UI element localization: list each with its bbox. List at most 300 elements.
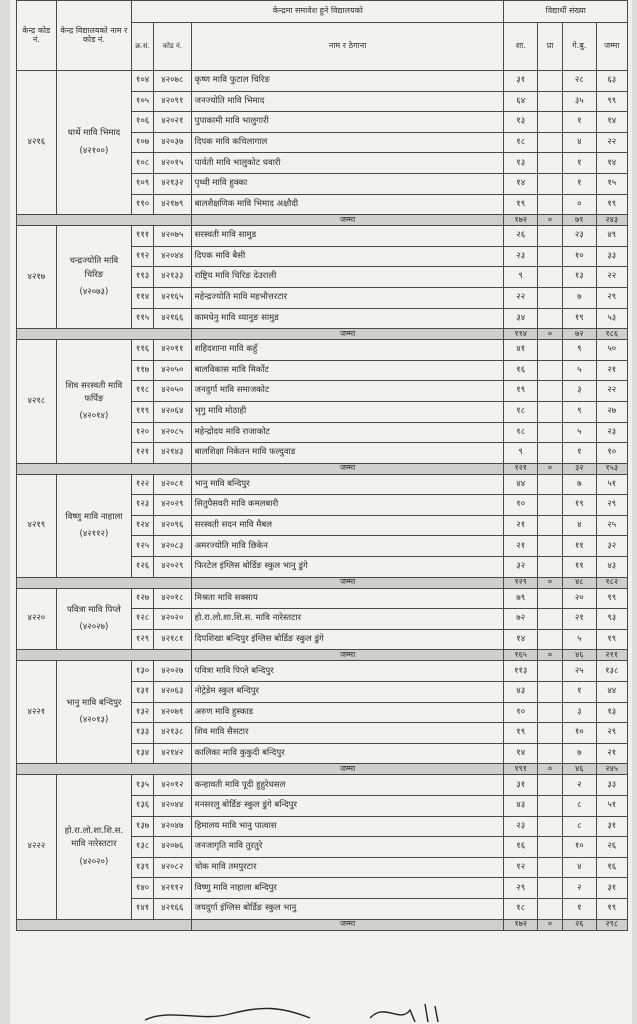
count-geb: १ <box>563 112 596 133</box>
count-pra <box>537 112 562 133</box>
school-code: ४२१६६ <box>154 308 192 329</box>
kendra-school-name: धार्थे मावि भिमाद <box>67 128 121 139</box>
total-row <box>17 329 628 340</box>
school-name: कामधेनु मावि ध्यानुङ सामुड <box>191 308 504 329</box>
kendra-school <box>56 226 131 329</box>
school-name: कन्हावती मावि पूदी हुहुरेधसल <box>191 775 504 796</box>
count-pra <box>537 557 562 578</box>
count-pra <box>537 495 562 516</box>
serial-number: १२८ <box>132 609 154 630</box>
count-total: १४ <box>596 112 627 133</box>
count-pra <box>537 629 562 650</box>
count-total: ५३ <box>596 308 627 329</box>
serial-number: ११७ <box>132 360 154 381</box>
count-pra <box>537 898 562 919</box>
serial-number: ११३ <box>132 267 154 288</box>
kendra-code: ४२२१ <box>17 661 57 764</box>
school-code: ४२०१२ <box>154 775 192 796</box>
total-total: १८६ <box>596 329 627 340</box>
count-total: ३३ <box>596 775 627 796</box>
school-code: ४२०११ <box>154 340 192 361</box>
serial-number: ११४ <box>132 287 154 308</box>
count-geb: ७ <box>563 287 596 308</box>
total-label: जम्मा <box>191 919 504 930</box>
count-geb: ५ <box>563 422 596 443</box>
kendra-school <box>56 661 131 764</box>
count-sh: १८ <box>504 401 537 422</box>
count-total: २९ <box>596 287 627 308</box>
kendra-school-code: (४२०२७) <box>79 622 109 633</box>
count-total: ९९ <box>596 91 627 112</box>
count-geb: १३ <box>563 267 596 288</box>
count-sh: १० <box>504 702 537 723</box>
count-total: ३२ <box>596 536 627 557</box>
school-code: ४२१३२ <box>154 173 192 194</box>
school-code: ४२०९१ <box>154 91 192 112</box>
serial-number: १०४ <box>132 71 154 92</box>
count-total: ६३ <box>596 71 627 92</box>
school-name: महेन्द्रज्योति मावि महभौत्तरटार <box>191 287 504 308</box>
total-row <box>17 919 628 930</box>
serial-number: १२६ <box>132 557 154 578</box>
school-code: ४२१३३ <box>154 267 192 288</box>
serial-number: १२४ <box>132 515 154 536</box>
total-pra: ० <box>537 919 562 930</box>
total-total: २४५ <box>596 764 627 775</box>
count-sh: २६ <box>504 226 537 247</box>
school-code: ४२०३७ <box>154 132 192 153</box>
serial-number: १२१ <box>132 443 154 464</box>
table-row <box>17 775 628 796</box>
total-label: जम्मा <box>191 577 504 588</box>
school-code: ४२०२९ <box>154 557 192 578</box>
total-pra: ० <box>537 650 562 661</box>
count-sh: ९ <box>504 267 537 288</box>
count-sh: २१ <box>504 536 537 557</box>
count-pra <box>537 226 562 247</box>
total-label: जम्मा <box>191 463 504 474</box>
count-total: ४४ <box>596 682 627 703</box>
kendra-school <box>56 340 131 464</box>
kendra-school-code: (४२०२०) <box>79 856 109 867</box>
count-sh: ११३ <box>504 661 537 682</box>
total-row <box>17 577 628 588</box>
school-code: ४२०१५ <box>154 153 192 174</box>
count-pra <box>537 91 562 112</box>
school-code: ४२०४७ <box>154 816 192 837</box>
count-sh: ३२ <box>504 557 537 578</box>
count-pra <box>537 71 562 92</box>
count-sh: ७९ <box>504 588 537 609</box>
header-vidyalaya-name: केन्द्र विद्यालयको नाम र कोड नं. <box>56 1 131 71</box>
school-name: मिश्रता मावि सक्साय <box>191 588 504 609</box>
school-name: भानु मावि बन्दिपुर <box>191 474 504 495</box>
school-name: राष्ट्रिय मावि चिरिङ देउराली <box>191 267 504 288</box>
kendra-code: ४२२० <box>17 588 57 650</box>
school-name: बालशैक्षणिक मावि भिमाद अक्षौदी <box>191 194 504 215</box>
count-pra <box>537 837 562 858</box>
count-geb: १० <box>563 723 596 744</box>
count-sh: ४३ <box>504 796 537 817</box>
header-kr-san: क्र.सं. <box>132 23 154 71</box>
school-name: सरस्वती मावि सामुड <box>191 226 504 247</box>
total-row <box>17 215 628 226</box>
serial-number: १२० <box>132 422 154 443</box>
school-code: ४२१३८ <box>154 723 192 744</box>
count-geb: १ <box>563 173 596 194</box>
count-total: २२ <box>596 381 627 402</box>
count-geb: १९ <box>563 308 596 329</box>
serial-number: १३३ <box>132 723 154 744</box>
header-code-no: कोड नं. <box>154 23 192 71</box>
count-total: २१ <box>596 360 627 381</box>
school-code: ४२०५० <box>154 360 192 381</box>
total-blank <box>17 463 192 474</box>
school-code: ४२१६५ <box>154 287 192 308</box>
count-pra <box>537 308 562 329</box>
school-code: ४२०६३ <box>154 682 192 703</box>
total-blank <box>17 919 192 930</box>
count-total: १५ <box>596 173 627 194</box>
kendra-school-code: (४२०७३) <box>79 286 109 297</box>
header-total: जम्मा <box>596 23 627 71</box>
total-total: २४३ <box>596 215 627 226</box>
total-sh: १७२ <box>504 919 537 930</box>
header-group-title: केन्द्रमा समावेश हुने विद्यालयको <box>132 1 504 23</box>
table-body <box>17 71 628 931</box>
serial-number: १११ <box>132 226 154 247</box>
count-sh: २९ <box>504 878 537 899</box>
count-total: १६ <box>596 857 627 878</box>
count-total: ५० <box>596 340 627 361</box>
school-name: अरुण मावि हुस्काड <box>191 702 504 723</box>
table-row <box>17 474 628 495</box>
school-name: बालशिक्षा निकेतन मावि फल्दुवाड <box>191 443 504 464</box>
kendra-school <box>56 71 131 215</box>
count-sh: १३ <box>504 153 537 174</box>
table-row <box>17 71 628 92</box>
kendra-school-name: पवित्रा मावि पिप्ले <box>66 604 121 615</box>
count-sh: ३४ <box>504 308 537 329</box>
count-sh: १३ <box>504 112 537 133</box>
total-geb: ४८ <box>563 577 596 588</box>
serial-number: १३१ <box>132 682 154 703</box>
count-total: २२ <box>596 267 627 288</box>
count-geb: ० <box>563 194 596 215</box>
count-geb: १ <box>563 682 596 703</box>
serial-number: १२३ <box>132 495 154 516</box>
count-geb: ३ <box>563 702 596 723</box>
school-code: ४२०२९ <box>154 495 192 516</box>
count-geb: ४ <box>563 857 596 878</box>
kendra-school-name: विष्णु मावि नाहाला <box>65 511 123 522</box>
school-name: हिमालय मावि भानु पात्वास <box>191 816 504 837</box>
school-code: ४२०१८ <box>154 588 192 609</box>
count-pra <box>537 340 562 361</box>
school-code: ४२१८१ <box>154 629 192 650</box>
total-geb: ४६ <box>563 650 596 661</box>
total-geb: ३२ <box>563 463 596 474</box>
kendra-school-name: चन्द्रज्योति मावि चिरिङ <box>69 256 119 280</box>
school-name: दिपशिखा बन्दिपुर इंग्लिस बोर्डिङ स्कुल डुंगे <box>191 629 504 650</box>
count-sh: ९ <box>504 443 537 464</box>
count-total: ५१ <box>596 796 627 817</box>
count-pra <box>537 743 562 764</box>
school-name: जनज्योति मावि भिमाद <box>191 91 504 112</box>
kendra-code: ४२१७ <box>17 226 57 329</box>
count-pra <box>537 816 562 837</box>
serial-number: १४० <box>132 878 154 899</box>
serial-number: १०६ <box>132 112 154 133</box>
kendra-school <box>56 474 131 577</box>
serial-number: १३४ <box>132 743 154 764</box>
count-pra <box>537 682 562 703</box>
serial-number: १२२ <box>132 474 154 495</box>
count-geb: १९ <box>563 495 596 516</box>
school-code: ४२१७९ <box>154 194 192 215</box>
serial-number: १३९ <box>132 857 154 878</box>
table-row <box>17 340 628 361</box>
school-code: ४२०७१ <box>154 702 192 723</box>
count-geb: ११ <box>563 536 596 557</box>
count-sh: ४३ <box>504 682 537 703</box>
count-sh: १९ <box>504 723 537 744</box>
school-name: जयदुर्गा इंग्लिस बोर्डिङ स्कुल भानु <box>191 898 504 919</box>
school-name: चोक मावि तमपुरटार <box>191 857 504 878</box>
school-name: जनदुर्गा मावि समाजकोट <box>191 381 504 402</box>
serial-number: १०८ <box>132 153 154 174</box>
count-sh: १० <box>504 495 537 516</box>
count-geb: ८ <box>563 796 596 817</box>
kendra-school-code: (४२११२) <box>79 528 109 539</box>
count-total: १४ <box>596 153 627 174</box>
count-total: २९ <box>596 723 627 744</box>
count-geb: १ <box>563 153 596 174</box>
total-sh: १६५ <box>504 650 537 661</box>
school-name: महेन्द्रोदय मावि राजाकोट <box>191 422 504 443</box>
serial-number: ११६ <box>132 340 154 361</box>
count-sh: २१ <box>504 515 537 536</box>
count-pra <box>537 422 562 443</box>
count-sh: ६४ <box>504 91 537 112</box>
count-total: २२ <box>596 132 627 153</box>
serial-number: ११२ <box>132 246 154 267</box>
serial-number: १४१ <box>132 898 154 919</box>
school-name: सरस्वती सदन मावि मैबल <box>191 515 504 536</box>
total-geb: २६ <box>563 919 596 930</box>
count-sh: ४१ <box>504 340 537 361</box>
count-pra <box>537 173 562 194</box>
count-pra <box>537 661 562 682</box>
serial-number: ११० <box>132 194 154 215</box>
total-label: जम्मा <box>191 764 504 775</box>
school-name: शहिदशाना मावि कहुँ <box>191 340 504 361</box>
serial-number: १३७ <box>132 816 154 837</box>
serial-number: १३५ <box>132 775 154 796</box>
school-code: ४२१४२ <box>154 743 192 764</box>
serial-number: १३८ <box>132 837 154 858</box>
school-code: ४२११२ <box>154 878 192 899</box>
total-label: जम्मा <box>191 650 504 661</box>
total-blank <box>17 329 192 340</box>
count-pra <box>537 194 562 215</box>
count-sh: १४ <box>504 173 537 194</box>
count-total: ५१ <box>596 474 627 495</box>
count-sh: २३ <box>504 246 537 267</box>
count-pra <box>537 287 562 308</box>
school-name: नोट्रेडेम स्कुल बन्दिपुर <box>191 682 504 703</box>
header-name-address: नाम र ठेगाना <box>191 23 504 71</box>
total-geb: ७१ <box>563 215 596 226</box>
count-sh: ३१ <box>504 775 537 796</box>
serial-number: १२५ <box>132 536 154 557</box>
count-geb: २० <box>563 588 596 609</box>
header-student-count: विद्यार्थी संख्या <box>504 1 628 23</box>
total-total: १५३ <box>596 463 627 474</box>
serial-number: १३० <box>132 661 154 682</box>
school-name: जनजागृति मावि तुरतुरे <box>191 837 504 858</box>
count-total: ४९ <box>596 226 627 247</box>
count-geb: ५ <box>563 629 596 650</box>
serial-number: ११५ <box>132 308 154 329</box>
total-geb: ७२ <box>563 329 596 340</box>
count-total: २५ <box>596 515 627 536</box>
count-sh: १४ <box>504 629 537 650</box>
count-geb: ४ <box>563 132 596 153</box>
count-pra <box>537 381 562 402</box>
school-code: ४२०५० <box>154 381 192 402</box>
school-code: ४२०४४ <box>154 796 192 817</box>
school-code: ४२१६६ <box>154 898 192 919</box>
count-total: १० <box>596 443 627 464</box>
kendra-code: ४२१६ <box>17 71 57 215</box>
school-code: ४२०७५ <box>154 226 192 247</box>
kendra-code: ४२२२ <box>17 775 57 919</box>
total-sh: १७२ <box>504 215 537 226</box>
count-pra <box>537 153 562 174</box>
count-pra <box>537 796 562 817</box>
school-code: ४२०८१ <box>154 474 192 495</box>
total-sh: ११४ <box>504 329 537 340</box>
school-code: ४२०२७ <box>154 661 192 682</box>
count-total: १३८ <box>596 661 627 682</box>
count-total: ९३ <box>596 609 627 630</box>
school-name: पृथ्वी मावि हुक्का <box>191 173 504 194</box>
count-geb: १ <box>563 898 596 919</box>
count-sh: १८ <box>504 132 537 153</box>
count-pra <box>537 360 562 381</box>
header-kendra-code: केन्द्र कोड नं. <box>17 1 57 71</box>
count-pra <box>537 515 562 536</box>
count-geb: ५ <box>563 360 596 381</box>
total-pra: ० <box>537 463 562 474</box>
count-sh: १८ <box>504 422 537 443</box>
count-total: १९ <box>596 194 627 215</box>
count-geb: ४ <box>563 515 596 536</box>
count-total: ९९ <box>596 588 627 609</box>
school-name: कालिका मावि कुकुदी बन्दिपुर <box>191 743 504 764</box>
count-pra <box>537 536 562 557</box>
kendra-school-code: (४२०१४) <box>79 410 109 421</box>
school-code: ४२०८३ <box>154 536 192 557</box>
count-pra <box>537 702 562 723</box>
count-geb: २१ <box>563 609 596 630</box>
total-pra: ० <box>537 577 562 588</box>
school-name: अमरज्योति मावि छिकेन <box>191 536 504 557</box>
signature-scribble <box>140 1000 460 1024</box>
count-total: २९ <box>596 495 627 516</box>
count-total: १९ <box>596 898 627 919</box>
kendra-code: ४२१८ <box>17 340 57 464</box>
count-pra <box>537 775 562 796</box>
school-name: सितुपैसवरी मावि कमलबारी <box>191 495 504 516</box>
serial-number: १३६ <box>132 796 154 817</box>
count-geb: १ <box>563 443 596 464</box>
count-sh: १९ <box>504 381 537 402</box>
school-name: मनसरलु बोर्डिङ स्कुल डुंगे बन्दिपुर <box>191 796 504 817</box>
table-row <box>17 661 628 682</box>
count-geb: ७ <box>563 474 596 495</box>
serial-number: ११८ <box>132 381 154 402</box>
school-code: ४२०२१ <box>154 112 192 133</box>
school-table <box>16 0 628 931</box>
count-sh: १६ <box>504 837 537 858</box>
school-code: ४२०६४ <box>154 401 192 422</box>
total-blank <box>17 577 192 588</box>
count-geb: २३ <box>563 226 596 247</box>
count-geb: २८ <box>563 71 596 92</box>
school-code: ४२०७८ <box>154 71 192 92</box>
kendra-school <box>56 588 131 650</box>
count-pra <box>537 474 562 495</box>
school-name: पार्वती मावि भालुकोट धवारी <box>191 153 504 174</box>
count-total: २७ <box>596 401 627 422</box>
total-blank <box>17 215 192 226</box>
school-name: बालविकास मावि मिर्कोट <box>191 360 504 381</box>
count-geb: २ <box>563 878 596 899</box>
count-geb: १० <box>563 246 596 267</box>
total-sh: १२१ <box>504 463 537 474</box>
total-row <box>17 764 628 775</box>
count-geb: १० <box>563 837 596 858</box>
count-pra <box>537 878 562 899</box>
school-code: ४२०२० <box>154 609 192 630</box>
count-geb: २५ <box>563 661 596 682</box>
count-pra <box>537 857 562 878</box>
school-name: फिरटेल इंग्लिस बोर्डिङ स्कुल भानु डुंगे <box>191 557 504 578</box>
total-blank <box>17 764 192 775</box>
count-total: १३ <box>596 702 627 723</box>
total-total: २९८ <box>596 919 627 930</box>
school-code: ४२१४३ <box>154 443 192 464</box>
school-name: विष्णु मावि नाहाला बन्दिपुर <box>191 878 504 899</box>
count-total: २३ <box>596 422 627 443</box>
total-label: जम्मा <box>191 329 504 340</box>
header-pra: प्रा <box>537 23 562 71</box>
count-sh: १६ <box>504 360 537 381</box>
school-name: भृगु मावि मोठाही <box>191 401 504 422</box>
count-total: २१ <box>596 743 627 764</box>
total-sh: १२९ <box>504 577 537 588</box>
kendra-code: ४२१९ <box>17 474 57 577</box>
document-page <box>10 0 632 1024</box>
kendra-school-code: (४२१००) <box>79 145 109 156</box>
school-name: हो.रा.लो.शा.शि.स. मावि नारेस्तटार <box>191 609 504 630</box>
count-geb: ९ <box>563 401 596 422</box>
serial-number: १०७ <box>132 132 154 153</box>
serial-number: १३२ <box>132 702 154 723</box>
count-total: ३१ <box>596 878 627 899</box>
